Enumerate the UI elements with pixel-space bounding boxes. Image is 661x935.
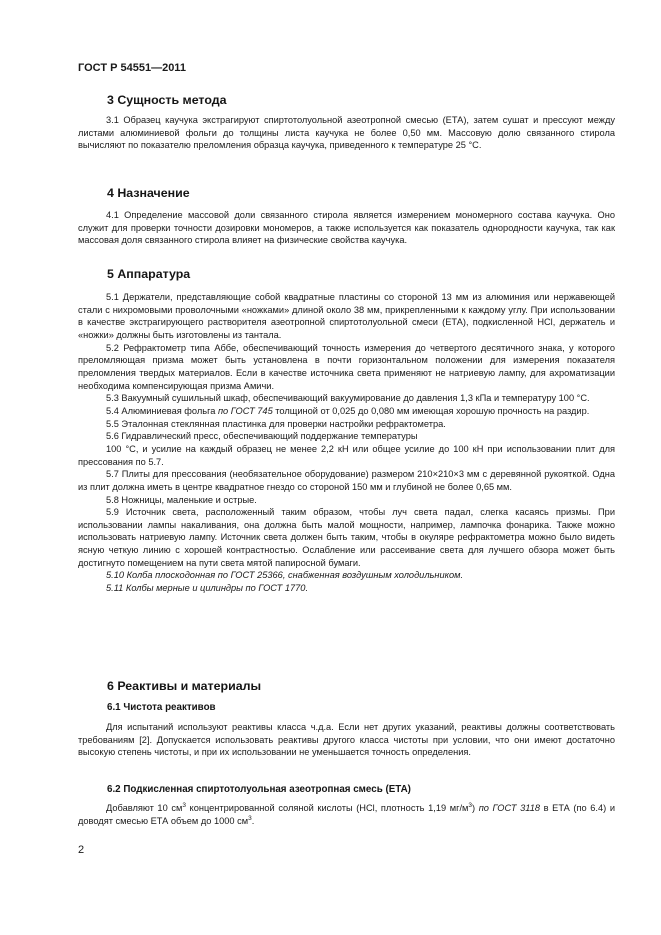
section-5-body: [78, 291, 615, 595]
section-3-body: [78, 114, 615, 152]
superscript-3: 3: [248, 814, 252, 822]
paragraph-6-2-text-4: в ЕТА (по 6.4) и доводят смесью ЕТА объем до 1000 см: [78, 803, 615, 826]
section-4-body: [78, 209, 615, 247]
paragraph-5-6: 5.6 Гидравлический пресс, обеспечивающий поддержание температуры: [106, 431, 418, 442]
section-4-title: 4 Назначение: [107, 186, 190, 200]
paragraph-6-2: [78, 802, 615, 827]
paragraph-6-2-text-3: ): [472, 803, 479, 813]
document-header: ГОСТ Р 54551—2011: [78, 62, 186, 74]
subsection-6-2-title: 6.2 Подкисленная спиртотолуольная азеотропная смесь (ЕТА): [107, 784, 411, 795]
paragraph-4-1: 4.1 Определение массовой доли связанного стирола является измерением мономерного состава каучука. Оно служит для проверки точности дозировки мономеров, а также используется как показатель однородности каучука, так как массовая доля связанного стирола влияет на физические свойства каучука.: [78, 210, 615, 246]
paragraph-3-1: 3.1 Образец каучука экстрагируют спиртотолуольной азеотропной смесью (ЕТА), затем сушат и прессуют между листами алюминиевой фольги до толщины листа каучука не более 0,50 мм. Массовую долю связанного стирола вычисляют по показателю преломления образца каучука, приведенного к температуре 25 °С.: [78, 115, 615, 151]
paragraph-5-7: 5.7 Плиты для прессования (необязательное оборудование) размером 210×210×3 мм с деревянной рукояткой. Одна из плит должна иметь в центре квадратное гнездо со стороной 150 мм и глубиной не более 0,65 мм.: [78, 469, 615, 492]
superscript-3: 3: [182, 801, 186, 809]
paragraph-5-11: 5.11 Колбы мерные и цилиндры по ГОСТ 1770.: [106, 583, 309, 594]
paragraph-5-1: 5.1 Держатели, представляющие собой квадратные пластины со стороной 13 мм из алюминия или нержавеющей стали с нихромовыми проволочными «ножками» длиной около 38 мм, прикрепленными к каждому углу. При использовании в качестве экстрагирующего растворителя азеотропной спиртотолуольной смеси (ЕТА), подкисленной HCl, держатель и «ножки» должны быть изготовлены из тантала.: [78, 292, 615, 340]
paragraph-5-10: 5.10 Колба плоскодонная по ГОСТ 25366, снабженная воздушным холодильником.: [106, 570, 464, 581]
gost-3118-reference: по ГОСТ 3118: [478, 803, 541, 813]
subsection-6-1-title: 6.1 Чистота реактивов: [107, 702, 216, 713]
page-number: 2: [78, 844, 85, 856]
paragraph-5-6-continued: 100 °С, и усилие на каждый образец не менее 2,2 кН или общее усилие до 100 кН при использовании плит для прессования по 5.7.: [78, 443, 615, 467]
paragraph-5-4: [78, 405, 615, 418]
paragraph-5-8: 5.8 Ножницы, маленькие и острые.: [106, 494, 257, 505]
paragraph-5-4-text: 5.4 Алюминиевая фольга: [106, 405, 218, 416]
paragraph-6-2-end: .: [251, 815, 255, 826]
section-3-title: 3 Сущность метода: [107, 93, 227, 107]
paragraph-5-4-tail: толщиной от 0,025 до 0,080 мм имеющая хорошую прочность на раздир.: [272, 405, 590, 416]
paragraph-5-3: 5.3 Вакуумный сушильный шкаф, обеспечивающий вакуумирование до давления 1,3 кПа и температуру 100 °С.: [106, 393, 590, 404]
subsection-6-1-body: [78, 721, 615, 759]
paragraph-5-5: 5.5 Эталонная стеклянная пластинка для проверки настройки рефрактометра.: [106, 418, 446, 429]
section-6-title: 6 Реактивы и материалы: [107, 679, 262, 693]
paragraph-6-2-text-2: концентрированной соляной кислоты (HCl, плотность 1,19 мг/м: [185, 803, 469, 813]
paragraph-6-2-text: Добавляют 10 см: [106, 803, 183, 813]
paragraph-5-2: 5.2 Рефрактометр типа Аббе, обеспечивающий точность измерения до четвертого десятичного знака, у которого преломляющая призма может быть установлена в почти горизонтальном положении для измерения показателя преломления твердых материалов. Если в качестве источника света применяют не натриевую лампу, для ахроматизации необходима компенсирующая призма Амичи.: [78, 342, 615, 391]
subsection-6-2-body: [78, 802, 615, 827]
paragraph-6-1: Для испытаний используют реактивы класса ч.д.а. Если нет других указаний, реактивы должны соответствовать требованиям [2]. Допускается использовать реактивы другого класса чистоты при условии, что они имеют достаточно высокую степень чистоты, и при их использовании не уменьшается точность определения.: [78, 722, 615, 758]
paragraph-5-9: 5.9 Источник света, расположенный таким образом, чтобы луч света падал, слегка касаясь призмы. При использовании лампы накаливания, она должна быть малой мощности, например, лампочка фонарика. Также можно использовать натриевую лампу. Источник света должен быть таким, чтобы в окуляре рефрактометра можно было видеть ясную четкую линию с хорошей контрастностью. Ослабление или рассеивание света для лучшего обзора может быть достигнуто помещением на пути света мятой папиросной бумаги.: [78, 507, 615, 568]
gost-745-reference: по ГОСТ 745: [217, 405, 273, 416]
section-5-title: 5 Аппаратура: [107, 267, 191, 281]
superscript-3: 3: [468, 801, 473, 809]
